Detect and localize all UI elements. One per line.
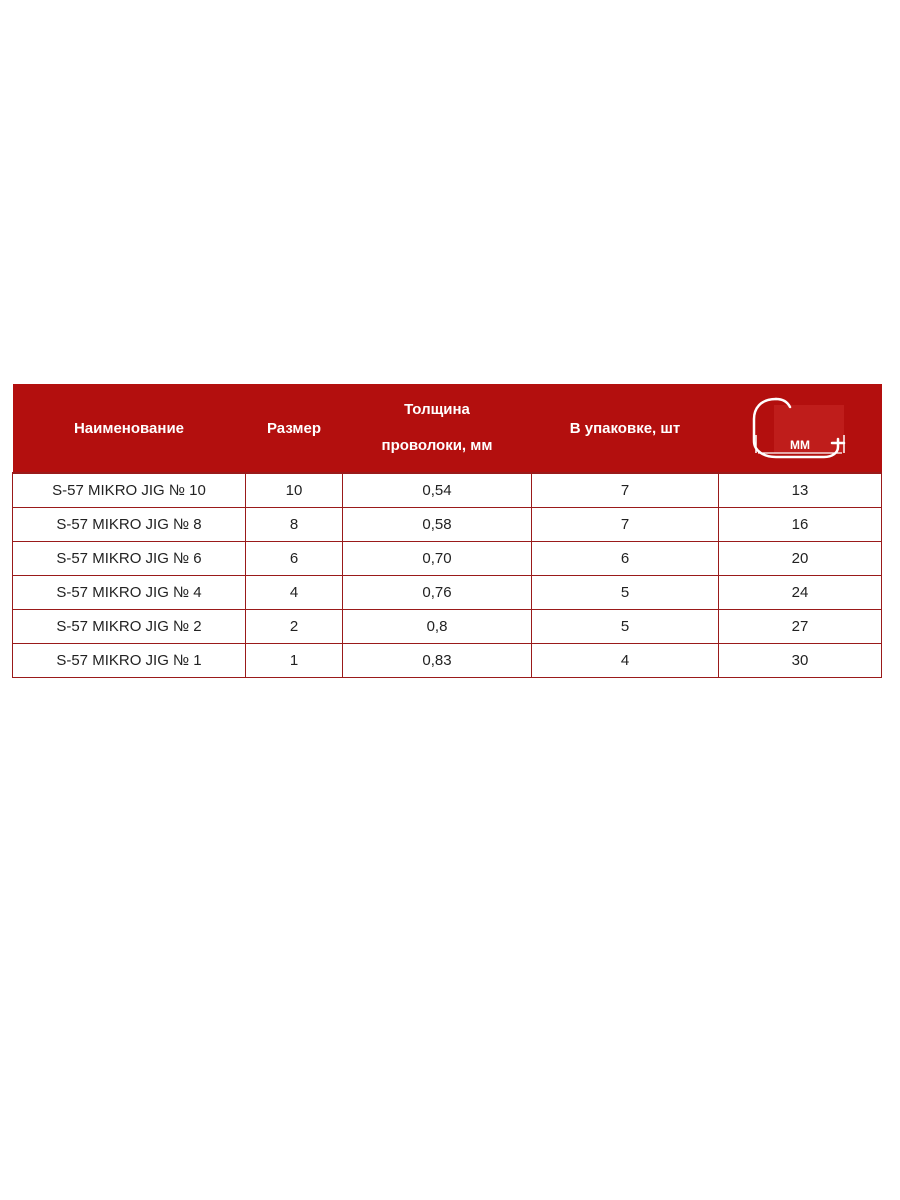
cell-hook-length: 24 (719, 576, 882, 610)
cell-wire-thickness: 0,83 (343, 644, 532, 678)
cell-hook-length: 27 (719, 610, 882, 644)
table-row (13, 473, 882, 508)
table-header-row (13, 384, 882, 473)
table-row (13, 610, 882, 644)
table-row (13, 508, 882, 542)
cell-name: S-57 MIKRO JIG № 2 (13, 610, 246, 644)
cell-pack-count: 5 (532, 610, 719, 644)
header-wire-thickness (343, 384, 532, 473)
cell-size: 2 (246, 610, 343, 644)
cell-hook-length: 16 (719, 508, 882, 542)
cell-name: S-57 MIKRO JIG № 8 (13, 508, 246, 542)
cell-wire-thickness: 0,70 (343, 542, 532, 576)
hook-length-icon-label: ММ (790, 438, 810, 452)
cell-name: S-57 MIKRO JIG № 6 (13, 542, 246, 576)
cell-wire-thickness: 0,58 (343, 508, 532, 542)
header-wire-thickness-line1: Толщина (404, 401, 470, 418)
cell-size: 10 (246, 473, 343, 508)
cell-wire-thickness: 0,54 (343, 473, 532, 508)
cell-hook-length: 30 (719, 644, 882, 678)
header-name: Наименование (13, 384, 246, 473)
table-row (13, 644, 882, 678)
cell-pack-count: 5 (532, 576, 719, 610)
cell-hook-length: 20 (719, 542, 882, 576)
table-row (13, 576, 882, 610)
header-wire-thickness-line2: проволоки, мм (381, 437, 493, 454)
cell-name: S-57 MIKRO JIG № 1 (13, 644, 246, 678)
hook-length-icon (752, 395, 848, 461)
cell-size: 1 (246, 644, 343, 678)
header-size: Размер (246, 384, 343, 473)
table-row (13, 542, 882, 576)
cell-pack-count: 7 (532, 508, 719, 542)
cell-name: S-57 MIKRO JIG № 10 (13, 473, 246, 508)
hook-spec-table (12, 384, 882, 678)
cell-pack-count: 4 (532, 644, 719, 678)
table-body (13, 473, 882, 678)
cell-size: 8 (246, 508, 343, 542)
cell-pack-count: 6 (532, 542, 719, 576)
cell-wire-thickness: 0,8 (343, 610, 532, 644)
cell-size: 4 (246, 576, 343, 610)
header-hook-length (719, 384, 882, 473)
cell-name: S-57 MIKRO JIG № 4 (13, 576, 246, 610)
header-pack-count: В упаковке, шт (532, 384, 719, 473)
cell-pack-count: 7 (532, 473, 719, 508)
cell-size: 6 (246, 542, 343, 576)
cell-hook-length: 13 (719, 473, 882, 508)
cell-wire-thickness: 0,76 (343, 576, 532, 610)
